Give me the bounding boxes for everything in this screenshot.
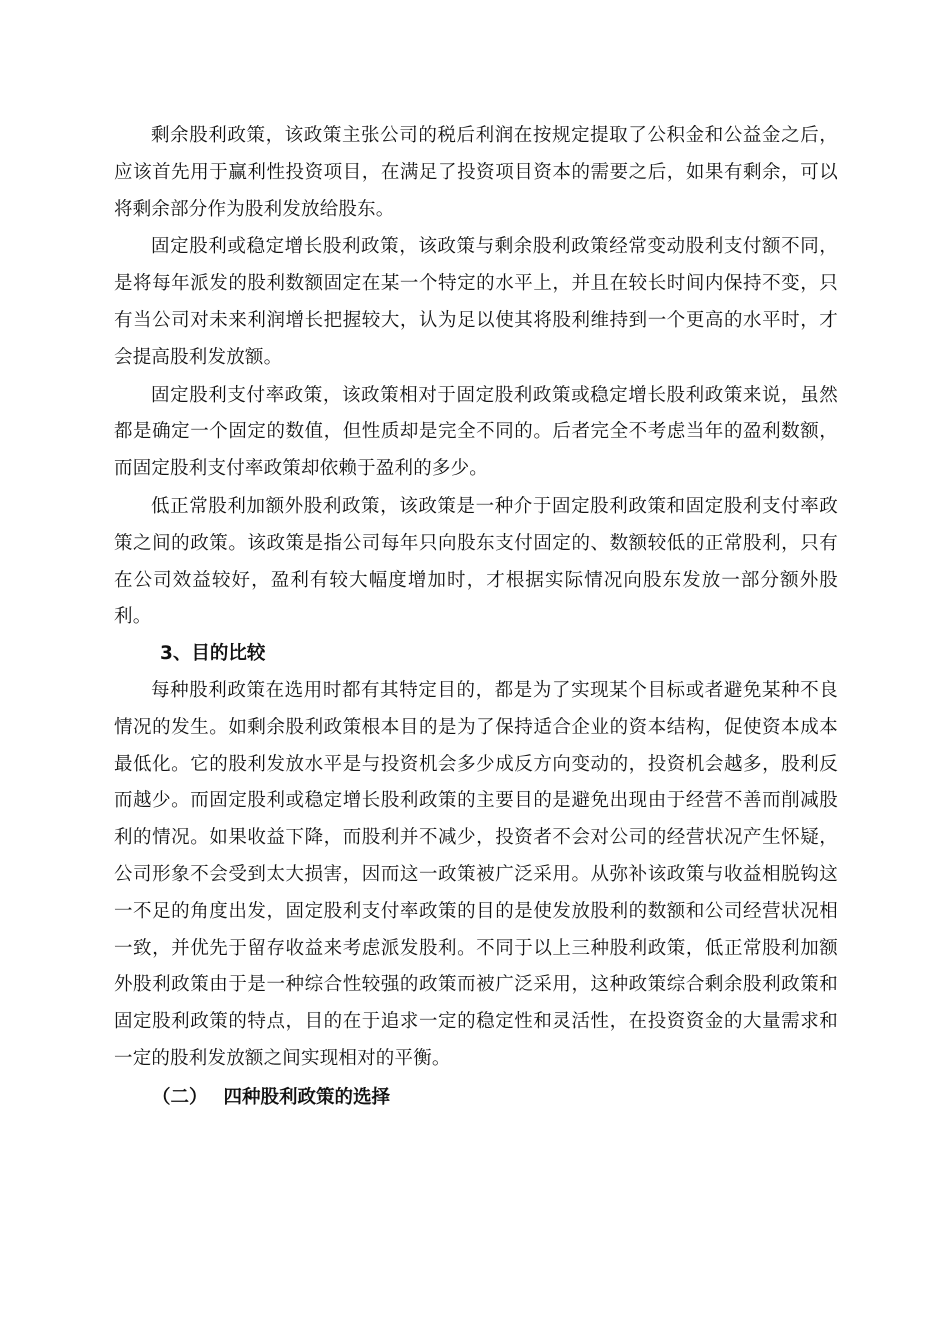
paragraph-residual-dividend-policy: 剩余股利政策，该政策主张公司的税后利润在按规定提取了公积金和公益金之后，应该首先用于赢利性投资项目，在满足了投资项目资本的需要之后，如果有剩余，可以将剩余部分作为股利发放给股东。 (114, 125, 838, 220)
paragraph-purpose-comparison: 每种股利政策在选用时都有其特定目的，都是为了实现某个目标或者避免某种不良情况的发生。如剩余股利政策根本目的是为了保持适合企业的资本结构，促使资本成本最低化。它的股利发放水平是与投资机会多少成反方向变动的，投资机会越多，股利反而越少。而固定股利或稳定增长股利政策的主要目的是避免出现由于经营不善而削减股利的情况。如果收益下降，而股利并不减少，投资者不会对公司的经营状况产生怀疑，公司形象不会受到太大损害，因而这一政策被广泛采用。从弥补该政策与收益相脱钩这一不足的角度出发，固定股利支付率政策的目的是使发放股利的数额和公司经营状况相一致，并优先于留存收益来考虑派发股利。不同于以上三种股利政策，低正常股利加额外股利政策由于是一种综合性较强的政策而被广泛采用，这种政策综合剩余股利政策和固定股利政策的特点，目的在于追求一定的稳定性和灵活性，在投资资金的大量需求和一定的股利发放额之间实现相对的平衡。 (114, 679, 838, 1069)
section-heading-policy-selection (114, 1080, 838, 1117)
paragraph-fixed-payout-ratio-policy: 固定股利支付率政策，该政策相对于固定股利政策或稳定增长股利政策来说，虽然都是确定一个固定的数值，但性质却是完全不同的。后者完全不考虑当年的盈利数额，而固定股利支付率政策却依赖于盈利的多少。 (114, 384, 838, 480)
paragraph-low-regular-plus-extra-policy: 低正常股利加额外股利政策，该政策是一种介于固定股利政策和固定股利支付率政策之间的政策。该政策是指公司每年只向股东支付固定的、数额较低的正常股利，只有在公司效益较好，盈利有较大幅度增加时，才根据实际情况向股东发放一部分额外股利。 (114, 495, 838, 628)
paragraph-fixed-dividend-policy: 固定股利或稳定增长股利政策，该政策与剩余股利政策经常变动股利支付额不同，是将每年派发的股利数额固定在某一个特定的水平上，并且在较长时间内保持不变，只有当公司对未来利润增长把握较大，认为足以使其将股利维持到一个更高的水平时，才会提高股利发放额。 (114, 236, 838, 368)
section-heading-number: （二） (152, 1086, 208, 1108)
section-heading-title: 四种股利政策的选择 (223, 1086, 391, 1108)
document-body (114, 118, 838, 1117)
section-heading-purpose-comparison: 3、目的比较 (160, 643, 266, 665)
